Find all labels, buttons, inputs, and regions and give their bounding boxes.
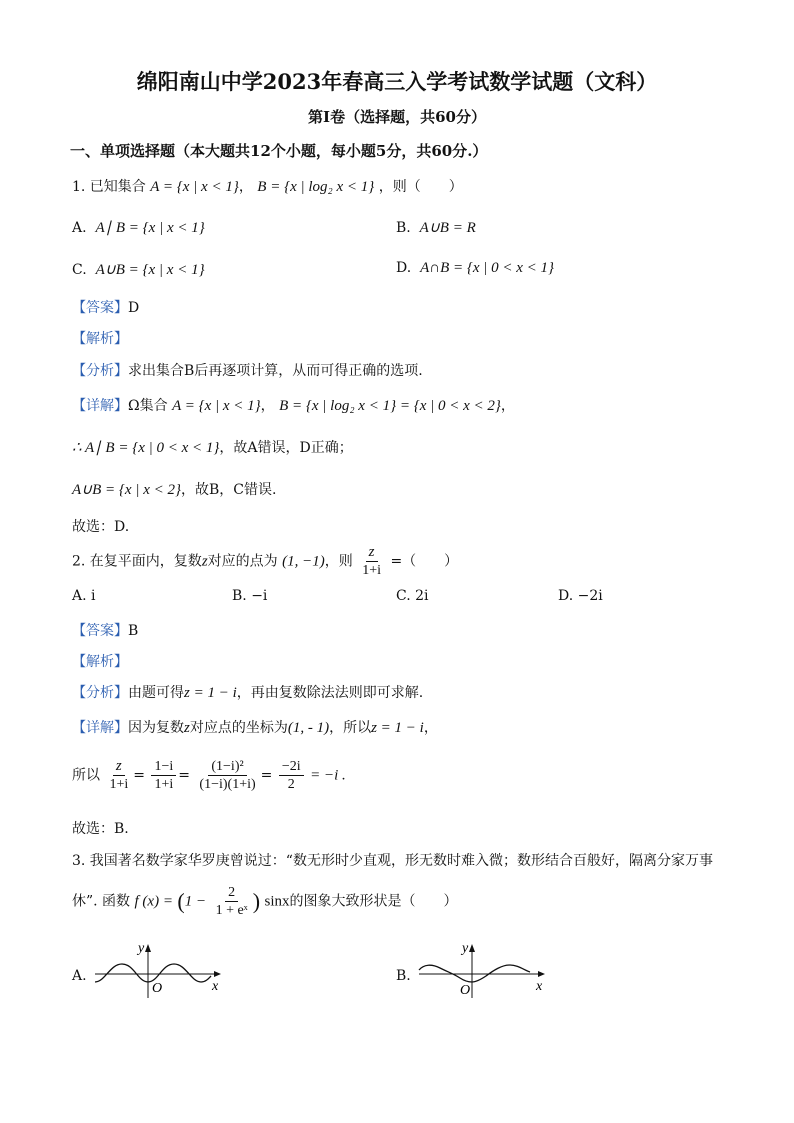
x-label: x (536, 979, 543, 994)
y-label: y (138, 941, 145, 956)
q1-detail-2: ∴ A∣ B = {x | 0 < x < 1}，故A错误，D正确； (72, 440, 353, 456)
y-axis-arrow (469, 944, 475, 952)
q3-graph-a (90, 940, 225, 1002)
section-heading: 一、单项选择题（本大题共12个小题，每小题5分，共60分.） (70, 142, 488, 160)
q1-option-b: B. A∪B = R (396, 220, 476, 236)
q1-fenxi: 【分析】求出集合B后再逐项计算，从而可得正确的选项. (72, 363, 423, 379)
x-axis-arrow (538, 971, 545, 977)
x-label: x (212, 979, 219, 994)
q2-stem: 2. 在复平面内，复数z对应的点为 (1, −1)，则 $\frac{z}{1+i}$ =（ ） (72, 544, 459, 578)
q1-stem: 1. 已知集合 A = {x | x < 1}， B = {x | log₂ x < 1} ，则（ ） (72, 179, 463, 195)
y-label: y (462, 941, 469, 956)
q2-option-a: A. i (72, 588, 96, 604)
origin-label: O (152, 981, 163, 996)
q2-analysis-tag: 【解析】 (72, 654, 128, 670)
q2-choose: 故选：B. (72, 821, 129, 837)
x-axis-arrow (214, 971, 221, 977)
q2-answer: 【答案】B (72, 623, 139, 639)
page-subtitle: 第Ⅰ卷（选择题，共60分） (308, 108, 486, 126)
q1-option-d: D. A∩B = {x | 0 < x < 1} (396, 260, 555, 276)
page-title: 绵阳南山中学2023年春高三入学考试数学试题（文科） (136, 69, 658, 94)
q2-calculation: 所以 $\frac{z}{1+i}$ = $\frac{1-i}{1+i}$ = $\frac{\text{(1−i)²}}{(1-i)(1+i)}$ = $\frac{-2i}{2}$ = −i . (72, 758, 346, 792)
q2-stem-fraction: $\frac{z}{1+i}$ (362, 544, 381, 578)
q2-option-b: B. −i (232, 588, 268, 604)
q2-detail-1: 【详解】因为复数z对应点的坐标为(1, - 1)，所以z = 1 − i， (72, 720, 438, 736)
q1-option-a: A. A∣ B = {x | x < 1} (72, 220, 205, 236)
q1-choose: 故选：D. (72, 519, 130, 535)
q3-stem-line2: 休”. 函数 f (x) = (1 − $\frac{2}{\text{1 + eˣ}}$ ) sinx的图象大致形状是（ ） (72, 885, 458, 918)
q1-analysis-tag: 【解析】 (72, 331, 128, 347)
q1-detail-1: 【详解】Ω集合 A = {x | x < 1}， B = {x | log₂ x < 1} = {x | 0 < x < 2}， (72, 398, 515, 414)
q1-answer: 【答案】D (72, 300, 140, 316)
q3-stem-line1: 3. 我国著名数学家华罗庚曾说过：“数无形时少直观，形无数时难入微；数形结合百般好，隔离分家万事 (72, 853, 713, 869)
q3-option-a-label: A. (72, 968, 87, 984)
q3-option-b-label: B. (396, 968, 411, 984)
y-axis-arrow (145, 944, 151, 952)
q1-detail-3: A∪B = {x | x < 2}，故B，C错误. (72, 482, 277, 498)
q1-option-c: C. A∪B = {x | x < 1} (72, 262, 205, 278)
curve (95, 964, 211, 982)
origin-label: O (460, 983, 471, 998)
q2-option-c: C. 2i (396, 588, 429, 604)
q3-graph-b (414, 940, 549, 1002)
q2-fenxi: 【分析】由题可得z = 1 − i，再由复数除法法则即可求解. (72, 685, 424, 701)
q2-option-d: D. −2i (558, 588, 603, 604)
